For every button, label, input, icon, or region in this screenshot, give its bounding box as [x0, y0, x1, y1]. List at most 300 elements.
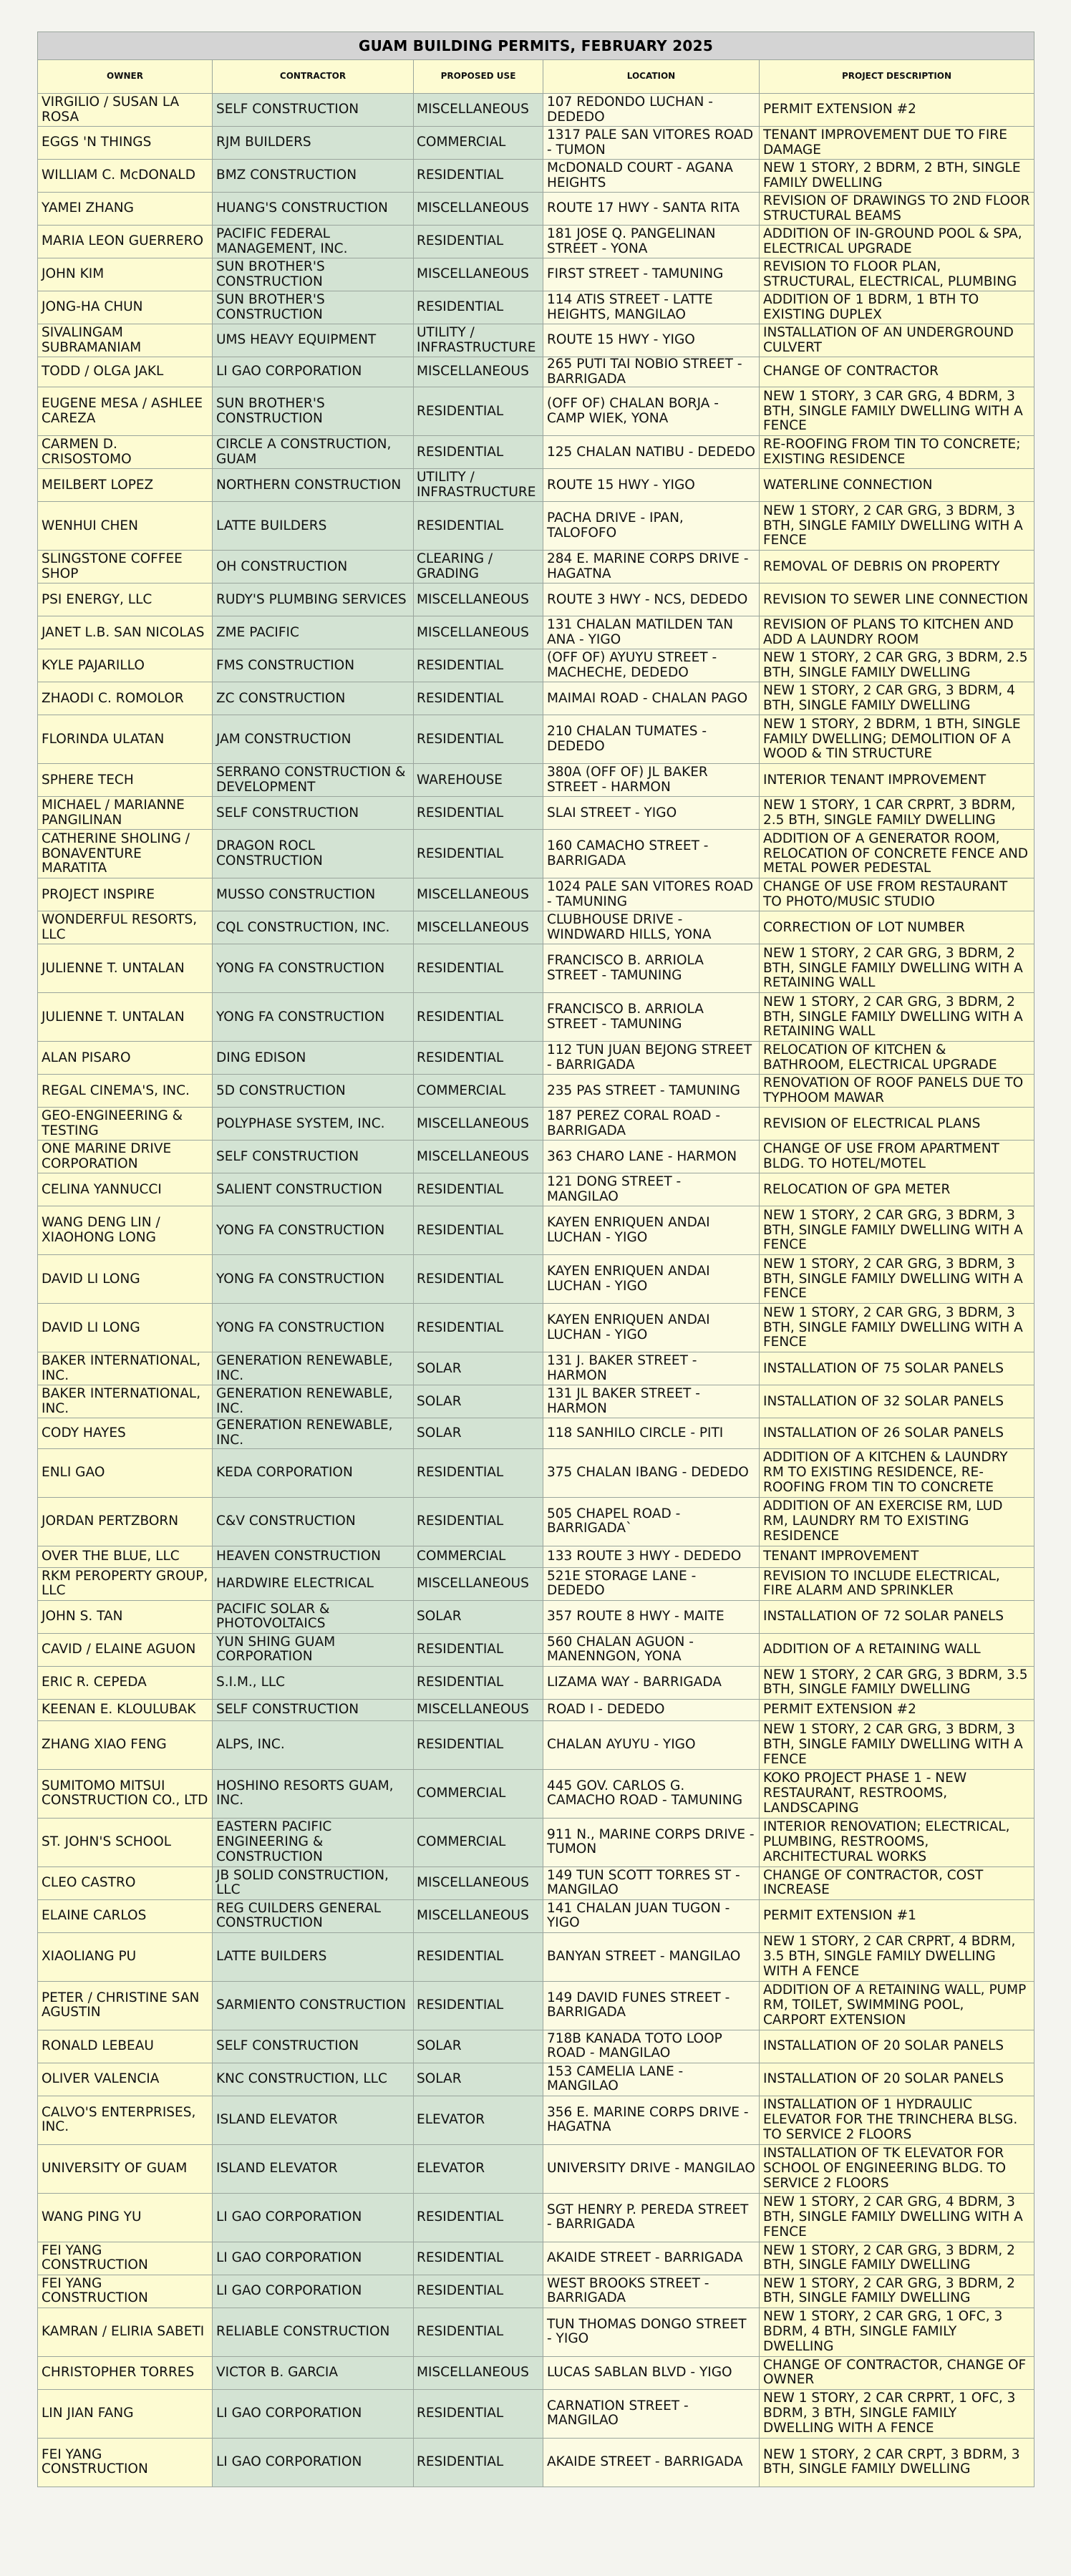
contractor-cell: JB SOLID CONSTRUCTION, LLC — [213, 1866, 414, 1899]
table-row — [38, 584, 1034, 616]
table-row — [38, 1304, 1034, 1352]
project-description-cell: NEW 1 STORY, 2 CAR GRG, 3 BDRM, 3 BTH, SINGLE FAMILY DWELLING WITH A FENCE — [760, 1720, 1034, 1769]
contractor-cell: HUANG'S CONSTRUCTION — [213, 193, 414, 226]
owner-cell: REGAL CINEMA'S, INC. — [38, 1075, 213, 1108]
location-cell: 149 DAVID FUNES STREET - BARRIGADA — [543, 1981, 760, 2030]
proposed-use-cell: RESIDENTIAL — [414, 1255, 543, 1304]
table-row — [38, 2096, 1034, 2144]
proposed-use-cell: MISCELLANEOUS — [414, 193, 543, 226]
owner-cell: CARMEN D. CRISOSTOMO — [38, 436, 213, 469]
table-row — [38, 551, 1034, 584]
proposed-use-cell: UTILITY / INFRASTRUCTURE — [414, 324, 543, 357]
proposed-use-cell: RESIDENTIAL — [414, 2193, 543, 2242]
location-cell: 131 JL BAKER STREET - HARMON — [543, 1385, 760, 1418]
owner-cell: FEI YANG CONSTRUCTION — [38, 2275, 213, 2308]
proposed-use-cell: MISCELLANEOUS — [414, 94, 543, 127]
contractor-cell: REG CUILDERS GENERAL CONSTRUCTION — [213, 1899, 414, 1932]
location-cell: 505 CHAPEL ROAD - BARRIGADA` — [543, 1497, 760, 1546]
project-description-cell: INSTALLATION OF 20 SOLAR PANELS — [760, 2030, 1034, 2063]
table-row — [38, 830, 1034, 878]
location-cell: (OFF OF) CHALAN BORJA - CAMP WIEK, YONA — [543, 387, 760, 436]
location-cell: ROAD I - DEDEDO — [543, 1699, 760, 1720]
table-row — [38, 2438, 1034, 2487]
proposed-use-cell: RESIDENTIAL — [414, 2275, 543, 2308]
table-row — [38, 387, 1034, 436]
proposed-use-cell: MISCELLANEOUS — [414, 1699, 543, 1720]
location-cell: 160 CAMACHO STREET - BARRIGADA — [543, 830, 760, 878]
table-row — [38, 291, 1034, 324]
project-description-cell: RENOVATION OF ROOF PANELS DUE TO TYPHOOM MAWAR — [760, 1075, 1034, 1108]
contractor-cell: SERRANO CONSTRUCTION & DEVELOPMENT — [213, 764, 414, 797]
owner-cell: YAMEI ZHANG — [38, 193, 213, 226]
project-description-cell: NEW 1 STORY, 2 CAR CRPT, 3 BDRM, 3 BTH, SINGLE FAMILY DWELLING — [760, 2438, 1034, 2487]
table-row — [38, 2308, 1034, 2356]
location-cell: FRANCISCO B. ARRIOLA STREET - TAMUNING — [543, 944, 760, 993]
owner-cell: JANET L.B. SAN NICOLAS — [38, 616, 213, 649]
project-description-cell: INSTALLATION OF 75 SOLAR PANELS — [760, 1352, 1034, 1385]
proposed-use-cell: MISCELLANEOUS — [414, 878, 543, 911]
project-description-cell: INTERIOR TENANT IMPROVEMENT — [760, 764, 1034, 797]
project-description-cell: PERMIT EXTENSION #2 — [760, 94, 1034, 127]
proposed-use-cell: RESIDENTIAL — [414, 1666, 543, 1699]
location-cell: CARNATION STREET - MANGILAO — [543, 2389, 760, 2438]
owner-cell: CODY HAYES — [38, 1418, 213, 1448]
project-description-cell: ADDITION OF A KITCHEN & LAUNDRY RM TO EXISTING RESIDENCE, RE-ROOFING FROM TIN TO CONCRETE — [760, 1448, 1034, 1497]
proposed-use-cell: SOLAR — [414, 1418, 543, 1448]
project-description-cell: NEW 1 STORY, 1 CAR CRPRT, 3 BDRM, 2.5 BTH, SINGLE FAMILY DWELLING — [760, 797, 1034, 830]
contractor-cell: DING EDISON — [213, 1042, 414, 1075]
table-row — [38, 1448, 1034, 1497]
location-cell: 718B KANADA TOTO LOOP ROAD - MANGILAO — [543, 2030, 760, 2063]
contractor-cell: YONG FA CONSTRUCTION — [213, 1255, 414, 1304]
project-description-cell: CHANGE OF CONTRACTOR, CHANGE OF OWNER — [760, 2356, 1034, 2389]
project-description-cell: REVISION TO SEWER LINE CONNECTION — [760, 584, 1034, 616]
project-description-cell: NEW 1 STORY, 2 CAR GRG, 3 BDRM, 4 BTH, SINGLE FAMILY DWELLING — [760, 682, 1034, 715]
proposed-use-cell: SOLAR — [414, 1385, 543, 1418]
table-row — [38, 1769, 1034, 1818]
contractor-cell: C&V CONSTRUCTION — [213, 1497, 414, 1546]
owner-cell: UNIVERSITY OF GUAM — [38, 2144, 213, 2193]
table-row — [38, 1497, 1034, 1546]
contractor-cell: DRAGON ROCL CONSTRUCTION — [213, 830, 414, 878]
proposed-use-cell: ELEVATOR — [414, 2144, 543, 2193]
table-row — [38, 1666, 1034, 1699]
location-cell: CHALAN AYUYU - YIGO — [543, 1720, 760, 1769]
proposed-use-cell: COMMERCIAL — [414, 1818, 543, 1866]
project-description-cell: INTERIOR RENOVATION; ELECTRICAL, PLUMBING, RESTROOMS, ARCHITECTURAL WORKS — [760, 1818, 1034, 1866]
table-row — [38, 2275, 1034, 2308]
proposed-use-cell: RESIDENTIAL — [414, 830, 543, 878]
location-cell: (OFF OF) AYUYU STREET - MACHECHE, DEDEDO — [543, 649, 760, 682]
location-cell: AKAIDE STREET - BARRIGADA — [543, 2438, 760, 2487]
table-row — [38, 993, 1034, 1042]
table-header — [38, 60, 1034, 94]
contractor-cell: YONG FA CONSTRUCTION — [213, 944, 414, 993]
proposed-use-cell: RESIDENTIAL — [414, 387, 543, 436]
owner-cell: DAVID LI LONG — [38, 1304, 213, 1352]
contractor-cell: OH CONSTRUCTION — [213, 551, 414, 584]
proposed-use-cell: RESIDENTIAL — [414, 502, 543, 551]
project-description-cell: RE-ROOFING FROM TIN TO CONCRETE; EXISTING RESIDENCE — [760, 436, 1034, 469]
contractor-cell: LATTE BUILDERS — [213, 1932, 414, 1981]
project-description-cell: PERMIT EXTENSION #1 — [760, 1899, 1034, 1932]
project-description-cell: CHANGE OF USE FROM APARTMENT BLDG. TO HOTEL/MOTEL — [760, 1141, 1034, 1173]
contractor-cell: YONG FA CONSTRUCTION — [213, 993, 414, 1042]
contractor-cell: PACIFIC FEDERAL MANAGEMENT, INC. — [213, 226, 414, 258]
proposed-use-cell: RESIDENTIAL — [414, 1720, 543, 1769]
owner-cell: MEILBERT LOPEZ — [38, 469, 213, 502]
owner-cell: CELINA YANNUCCI — [38, 1173, 213, 1206]
project-description-cell: NEW 1 STORY, 2 CAR CRPRT, 4 BDRM, 3.5 BTH, SINGLE FAMILY DWELLING WITH A FENCE — [760, 1932, 1034, 1981]
location-cell: 107 REDONDO LUCHAN - DEDEDO — [543, 94, 760, 127]
proposed-use-cell: RESIDENTIAL — [414, 2242, 543, 2275]
proposed-use-cell: RESIDENTIAL — [414, 649, 543, 682]
location-cell: 153 CAMELIA LANE - MANGILAO — [543, 2063, 760, 2096]
owner-cell: EUGENE MESA / ASHLEE CAREZA — [38, 387, 213, 436]
owner-cell: JOHN S. TAN — [38, 1600, 213, 1633]
owner-cell: MARIA LEON GUERRERO — [38, 226, 213, 258]
proposed-use-cell: RESIDENTIAL — [414, 160, 543, 193]
table-row — [38, 715, 1034, 764]
owner-cell: ALAN PISARO — [38, 1042, 213, 1075]
table-row — [38, 1108, 1034, 1141]
owner-cell: SLINGSTONE COFFEE SHOP — [38, 551, 213, 584]
owner-cell: VIRGILIO / SUSAN LA ROSA — [38, 94, 213, 127]
owner-cell: SIVALINGAM SUBRAMANIAM — [38, 324, 213, 357]
owner-cell: RONALD LEBEAU — [38, 2030, 213, 2063]
contractor-cell: FMS CONSTRUCTION — [213, 649, 414, 682]
contractor-cell: PACIFIC SOLAR & PHOTOVOLTAICS — [213, 1600, 414, 1633]
contractor-cell: LI GAO CORPORATION — [213, 2242, 414, 2275]
table-row — [38, 258, 1034, 291]
table-row — [38, 2242, 1034, 2275]
location-cell: 118 SANHILO CIRCLE - PITI — [543, 1418, 760, 1448]
proposed-use-cell: MISCELLANEOUS — [414, 1141, 543, 1173]
contractor-cell: RUDY'S PLUMBING SERVICES — [213, 584, 414, 616]
project-description-cell: REVISION TO INCLUDE ELECTRICAL, FIRE ALARM AND SPRINKLER — [760, 1567, 1034, 1600]
contractor-cell: YONG FA CONSTRUCTION — [213, 1206, 414, 1255]
location-cell: 375 CHALAN IBANG - DEDEDO — [543, 1448, 760, 1497]
owner-cell: FLORINDA ULATAN — [38, 715, 213, 764]
proposed-use-cell: MISCELLANEOUS — [414, 1866, 543, 1899]
contractor-cell: SELF CONSTRUCTION — [213, 2030, 414, 2063]
table-row — [38, 94, 1034, 127]
owner-cell: MICHAEL / MARIANNE PANGILINAN — [38, 797, 213, 830]
owner-cell: KYLE PAJARILLO — [38, 649, 213, 682]
contractor-cell: KEDA CORPORATION — [213, 1448, 414, 1497]
proposed-use-cell: COMMERCIAL — [414, 1769, 543, 1818]
contractor-cell: CIRCLE A CONSTRUCTION, GUAM — [213, 436, 414, 469]
proposed-use-cell: RESIDENTIAL — [414, 1932, 543, 1981]
owner-cell: ERIC R. CEPEDA — [38, 1666, 213, 1699]
project-description-cell: NEW 1 STORY, 2 BDRM, 1 BTH, SINGLE FAMILY DWELLING; DEMOLITION OF A WOOD & TIN STRUCTURE — [760, 715, 1034, 764]
table-row — [38, 502, 1034, 551]
contractor-cell: LI GAO CORPORATION — [213, 2275, 414, 2308]
table-row — [38, 1141, 1034, 1173]
proposed-use-cell: RESIDENTIAL — [414, 2438, 543, 2487]
location-cell: LUCAS SABLAN BLVD - YIGO — [543, 2356, 760, 2389]
contractor-cell: ALPS, INC. — [213, 1720, 414, 1769]
proposed-use-cell: RESIDENTIAL — [414, 226, 543, 258]
location-cell: FIRST STREET - TAMUNING — [543, 258, 760, 291]
project-description-cell: NEW 1 STORY, 3 CAR GRG, 4 BDRM, 3 BTH, SINGLE FAMILY DWELLING WITH A FENCE — [760, 387, 1034, 436]
table-row — [38, 1042, 1034, 1075]
location-cell: 187 PEREZ CORAL ROAD - BARRIGADA — [543, 1108, 760, 1141]
location-cell: 357 ROUTE 8 HWY - MAITE — [543, 1600, 760, 1633]
owner-cell: TODD / OLGA JAKL — [38, 357, 213, 387]
table-row — [38, 1255, 1034, 1304]
project-description-cell: NEW 1 STORY, 2 CAR GRG, 3 BDRM, 3.5 BTH, SINGLE FAMILY DWELLING — [760, 1666, 1034, 1699]
owner-cell: WONDERFUL RESORTS, LLC — [38, 911, 213, 944]
proposed-use-cell: SOLAR — [414, 1600, 543, 1633]
contractor-cell: SELF CONSTRUCTION — [213, 1141, 414, 1173]
proposed-use-cell: RESIDENTIAL — [414, 682, 543, 715]
project-description-cell: ADDITION OF AN EXERCISE RM, LUD RM, LAUNDRY RM TO EXISTING RESIDENCE — [760, 1497, 1034, 1546]
owner-cell: SPHERE TECH — [38, 764, 213, 797]
location-cell: 235 PAS STREET - TAMUNING — [543, 1075, 760, 1108]
table-row — [38, 2030, 1034, 2063]
project-description-cell: NEW 1 STORY, 2 BDRM, 2 BTH, SINGLE FAMILY DWELLING — [760, 160, 1034, 193]
proposed-use-cell: ELEVATOR — [414, 2096, 543, 2144]
owner-cell: KEENAN E. KLOULUBAK — [38, 1699, 213, 1720]
proposed-use-cell: RESIDENTIAL — [414, 436, 543, 469]
table-row — [38, 1818, 1034, 1866]
contractor-cell: BMZ CONSTRUCTION — [213, 160, 414, 193]
table-row — [38, 1385, 1034, 1418]
owner-cell: SUMITOMO MITSUI CONSTRUCTION CO., LTD — [38, 1769, 213, 1818]
contractor-cell: ISLAND ELEVATOR — [213, 2096, 414, 2144]
location-cell: 356 E. MARINE CORPS DRIVE -HAGATNA — [543, 2096, 760, 2144]
owner-cell: PETER / CHRISTINE SAN AGUSTIN — [38, 1981, 213, 2030]
contractor-cell: S.I.M., LLC — [213, 1666, 414, 1699]
project-description-cell: RELOCATION OF GPA METER — [760, 1173, 1034, 1206]
project-description-cell: INSTALLATION OF 1 HYDRAULIC ELEVATOR FOR THE TRINCHERA BLSG. TO SERVICE 2 FLOORS — [760, 2096, 1034, 2144]
contractor-cell: SELF CONSTRUCTION — [213, 1699, 414, 1720]
proposed-use-cell: COMMERCIAL — [414, 1546, 543, 1567]
contractor-cell: EASTERN PACIFIC ENGINEERING & CONSTRUCTION — [213, 1818, 414, 1866]
proposed-use-cell: RESIDENTIAL — [414, 2389, 543, 2438]
contractor-cell: NORTHERN CONSTRUCTION — [213, 469, 414, 502]
proposed-use-cell: MISCELLANEOUS — [414, 357, 543, 387]
project-description-cell: INSTALLATION OF AN UNDERGROUND CULVERT — [760, 324, 1034, 357]
proposed-use-cell: SOLAR — [414, 2030, 543, 2063]
proposed-use-cell: CLEARING / GRADING — [414, 551, 543, 584]
proposed-use-cell: SOLAR — [414, 2063, 543, 2096]
table-row — [38, 2144, 1034, 2193]
location-cell: 445 GOV. CARLOS G. CAMACHO ROAD - TAMUNING — [543, 1769, 760, 1818]
table-body — [38, 94, 1034, 2487]
contractor-cell: RJM BUILDERS — [213, 127, 414, 160]
project-description-cell: NEW 1 STORY, 2 CAR GRG, 3 BDRM, 2 BTH, SINGLE FAMILY DWELLING WITH A RETAINING WALL — [760, 993, 1034, 1042]
proposed-use-cell: COMMERCIAL — [414, 127, 543, 160]
owner-cell: ENLI GAO — [38, 1448, 213, 1497]
contractor-cell: UMS HEAVY EQUIPMENT — [213, 324, 414, 357]
contractor-cell: GENERATION RENEWABLE, INC. — [213, 1352, 414, 1385]
contractor-cell: YONG FA CONSTRUCTION — [213, 1304, 414, 1352]
owner-cell: JORDAN PERTZBORN — [38, 1497, 213, 1546]
table-row — [38, 324, 1034, 357]
owner-cell: JULIENNE T. UNTALAN — [38, 993, 213, 1042]
project-description-cell: RELOCATION OF KITCHEN & BATHROOM, ELECTRICAL UPGRADE — [760, 1042, 1034, 1075]
location-cell: PACHA DRIVE - IPAN, TALOFOFO — [543, 502, 760, 551]
contractor-cell: SUN BROTHER'S CONSTRUCTION — [213, 291, 414, 324]
table-row — [38, 764, 1034, 797]
table-row — [38, 1600, 1034, 1633]
project-description-cell: NEW 1 STORY, 2 CAR GRG, 3 BDRM, 2 BTH, SINGLE FAMILY DWELLING WITH A RETAINING WALL — [760, 944, 1034, 993]
owner-cell: LIN JIAN FANG — [38, 2389, 213, 2438]
table-row — [38, 1206, 1034, 1255]
project-description-cell: NEW 1 STORY, 2 CAR GRG, 4 BDRM, 3 BTH, SINGLE FAMILY DWELLING WITH A FENCE — [760, 2193, 1034, 2242]
project-description-cell: NEW 1 STORY, 2 CAR GRG, 3 BDRM, 2 BTH, SINGLE FAMILY DWELLING — [760, 2242, 1034, 2275]
project-description-cell: INSTALLATION OF 26 SOLAR PANELS — [760, 1418, 1034, 1448]
contractor-cell: ZME PACIFIC — [213, 616, 414, 649]
location-cell: MAIMAI ROAD - CHALAN PAGO — [543, 682, 760, 715]
table-row — [38, 1981, 1034, 2030]
location-cell: KAYEN ENRIQUEN ANDAI LUCHAN - YIGO — [543, 1304, 760, 1352]
proposed-use-cell: MISCELLANEOUS — [414, 2356, 543, 2389]
owner-cell: ST. JOHN'S SCHOOL — [38, 1818, 213, 1866]
location-cell: KAYEN ENRIQUEN ANDAI LUCHAN - YIGO — [543, 1206, 760, 1255]
owner-cell: PSI ENERGY, LLC — [38, 584, 213, 616]
project-description-cell: TENANT IMPROVEMENT — [760, 1546, 1034, 1567]
owner-cell: JONG-HA CHUN — [38, 291, 213, 324]
contractor-cell: LI GAO CORPORATION — [213, 357, 414, 387]
proposed-use-cell: SOLAR — [414, 1352, 543, 1385]
table-row — [38, 1418, 1034, 1448]
owner-cell: JOHN KIM — [38, 258, 213, 291]
location-cell: 363 CHARO LANE - HARMON — [543, 1141, 760, 1173]
project-description-cell: NEW 1 STORY, 2 CAR GRG, 3 BDRM, 3 BTH, SINGLE FAMILY DWELLING WITH A FENCE — [760, 1206, 1034, 1255]
location-cell: ROUTE 15 HWY - YIGO — [543, 469, 760, 502]
proposed-use-cell: RESIDENTIAL — [414, 291, 543, 324]
table-row — [38, 226, 1034, 258]
location-cell: CLUBHOUSE DRIVE - WINDWARD HILLS, YONA — [543, 911, 760, 944]
contractor-cell: 5D CONSTRUCTION — [213, 1075, 414, 1108]
proposed-use-cell: MISCELLANEOUS — [414, 911, 543, 944]
location-cell: SLAI STREET - YIGO — [543, 797, 760, 830]
project-description-cell: KOKO PROJECT PHASE 1 - NEW RESTAURANT, RESTROOMS, LANDSCAPING — [760, 1769, 1034, 1818]
project-description-cell: INSTALLATION OF TK ELEVATOR FOR SCHOOL OF ENGINEERING BLDG. TO SERVICE 2 FLOORS — [760, 2144, 1034, 2193]
contractor-cell: LATTE BUILDERS — [213, 502, 414, 551]
owner-cell: BAKER INTERNATIONAL, INC. — [38, 1385, 213, 1418]
proposed-use-cell: RESIDENTIAL — [414, 797, 543, 830]
proposed-use-cell: RESIDENTIAL — [414, 1448, 543, 1497]
table-row — [38, 649, 1034, 682]
location-cell: McDONALD COURT - AGANA HEIGHTS — [543, 160, 760, 193]
table-row — [38, 193, 1034, 226]
location-cell: UNIVERSITY DRIVE - MANGILAO — [543, 2144, 760, 2193]
contractor-cell: SUN BROTHER'S CONSTRUCTION — [213, 258, 414, 291]
permits-table — [37, 32, 1034, 2487]
contractor-cell: HARDWIRE ELECTRICAL — [213, 1567, 414, 1600]
location-cell: 181 JOSE Q. PANGELINAN STREET - YONA — [543, 226, 760, 258]
contractor-cell: MUSSO CONSTRUCTION — [213, 878, 414, 911]
contractor-cell: POLYPHASE SYSTEM, INC. — [213, 1108, 414, 1141]
owner-cell: JULIENNE T. UNTALAN — [38, 944, 213, 993]
location-cell: 149 TUN SCOTT TORRES ST - MANGILAO — [543, 1866, 760, 1899]
contractor-cell: GENERATION RENEWABLE, INC. — [213, 1385, 414, 1418]
contractor-cell: CQL CONSTRUCTION, INC. — [213, 911, 414, 944]
location-cell: 131 CHALAN MATILDEN TAN ANA - YIGO — [543, 616, 760, 649]
table-row — [38, 357, 1034, 387]
owner-cell: CAVID / ELAINE AGUON — [38, 1633, 213, 1666]
location-cell: 265 PUTI TAI NOBIO STREET - BARRIGADA — [543, 357, 760, 387]
contractor-cell: SALIENT CONSTRUCTION — [213, 1173, 414, 1206]
proposed-use-cell: WAREHOUSE — [414, 764, 543, 797]
owner-cell: WENHUI CHEN — [38, 502, 213, 551]
project-description-cell: REMOVAL OF DEBRIS ON PROPERTY — [760, 551, 1034, 584]
location-cell: 284 E. MARINE CORPS DRIVE - HAGATNA — [543, 551, 760, 584]
column-header-location: LOCATION — [543, 60, 760, 94]
owner-cell: PROJECT INSPIRE — [38, 878, 213, 911]
location-cell: ROUTE 3 HWY - NCS, DEDEDO — [543, 584, 760, 616]
table-row — [38, 682, 1034, 715]
table-row — [38, 1567, 1034, 1600]
table-row — [38, 878, 1034, 911]
owner-cell: WILLIAM C. McDONALD — [38, 160, 213, 193]
owner-cell: CALVO'S ENTERPRISES, INC. — [38, 2096, 213, 2144]
table-row — [38, 616, 1034, 649]
project-description-cell: NEW 1 STORY, 2 CAR GRG, 3 BDRM, 3 BTH, SINGLE FAMILY DWELLING WITH A FENCE — [760, 502, 1034, 551]
owner-cell: ELAINE CARLOS — [38, 1899, 213, 1932]
table-row — [38, 1899, 1034, 1932]
project-description-cell: NEW 1 STORY, 2 CAR GRG, 3 BDRM, 2 BTH, SINGLE FAMILY DWELLING — [760, 2275, 1034, 2308]
project-description-cell: REVISION OF DRAWINGS TO 2ND FLOOR STRUCTURAL BEAMS — [760, 193, 1034, 226]
project-description-cell: CORRECTION OF LOT NUMBER — [760, 911, 1034, 944]
project-description-cell: CHANGE OF USE FROM RESTAURANT TO PHOTO/MUSIC STUDIO — [760, 878, 1034, 911]
owner-cell: CATHERINE SHOLING / BONAVENTURE MARATITA — [38, 830, 213, 878]
column-header-contractor: CONTRACTOR — [213, 60, 414, 94]
location-cell: 911 N., MARINE CORPS DRIVE - TUMON — [543, 1818, 760, 1866]
location-cell: 380A (OFF OF) JL BAKER STREET - HARMON — [543, 764, 760, 797]
project-description-cell: NEW 1 STORY, 2 CAR GRG, 3 BDRM, 2.5 BTH, SINGLE FAMILY DWELLING — [760, 649, 1034, 682]
proposed-use-cell: COMMERCIAL — [414, 1075, 543, 1108]
location-cell: 114 ATIS STREET - LATTE HEIGHTS, MANGILAO — [543, 291, 760, 324]
contractor-cell: SELF CONSTRUCTION — [213, 94, 414, 127]
location-cell: FRANCISCO B. ARRIOLA STREET - TAMUNING — [543, 993, 760, 1042]
project-description-cell: REVISION OF ELECTRICAL PLANS — [760, 1108, 1034, 1141]
proposed-use-cell: MISCELLANEOUS — [414, 258, 543, 291]
proposed-use-cell: RESIDENTIAL — [414, 1042, 543, 1075]
location-cell: 1317 PALE SAN VITORES ROAD - TUMON — [543, 127, 760, 160]
table-row — [38, 2356, 1034, 2389]
proposed-use-cell: MISCELLANEOUS — [414, 1899, 543, 1932]
project-description-cell: ADDITION OF A GENERATOR ROOM, RELOCATION OF CONCRETE FENCE AND METAL POWER PEDESTAL — [760, 830, 1034, 878]
owner-cell: EGGS 'N THINGS — [38, 127, 213, 160]
contractor-cell: KNC CONSTRUCTION, LLC — [213, 2063, 414, 2096]
column-header-owner: OWNER — [38, 60, 213, 94]
location-cell: 560 CHALAN AGUON - MANENNGON, YONA — [543, 1633, 760, 1666]
table-row — [38, 127, 1034, 160]
table-row — [38, 1546, 1034, 1567]
table-row — [38, 1075, 1034, 1108]
project-description-cell: INSTALLATION OF 32 SOLAR PANELS — [760, 1385, 1034, 1418]
owner-cell: CLEO CASTRO — [38, 1866, 213, 1899]
project-description-cell: REVISION TO FLOOR PLAN, STRUCTURAL, ELECTRICAL, PLUMBING — [760, 258, 1034, 291]
location-cell: WEST BROOKS STREET - BARRIGADA — [543, 2275, 760, 2308]
project-description-cell: REVISION OF PLANS TO KITCHEN AND ADD A LAUNDRY ROOM — [760, 616, 1034, 649]
owner-cell: FEI YANG CONSTRUCTION — [38, 2242, 213, 2275]
table-row — [38, 469, 1034, 502]
contractor-cell: VICTOR B. GARCIA — [213, 2356, 414, 2389]
table-row — [38, 2193, 1034, 2242]
contractor-cell: SELF CONSTRUCTION — [213, 797, 414, 830]
owner-cell: FEI YANG CONSTRUCTION — [38, 2438, 213, 2487]
location-cell: 121 DONG STREET - MANGILAO — [543, 1173, 760, 1206]
owner-cell: KAMRAN / ELIRIA SABETI — [38, 2308, 213, 2356]
contractor-cell: LI GAO CORPORATION — [213, 2438, 414, 2487]
contractor-cell: RELIABLE CONSTRUCTION — [213, 2308, 414, 2356]
